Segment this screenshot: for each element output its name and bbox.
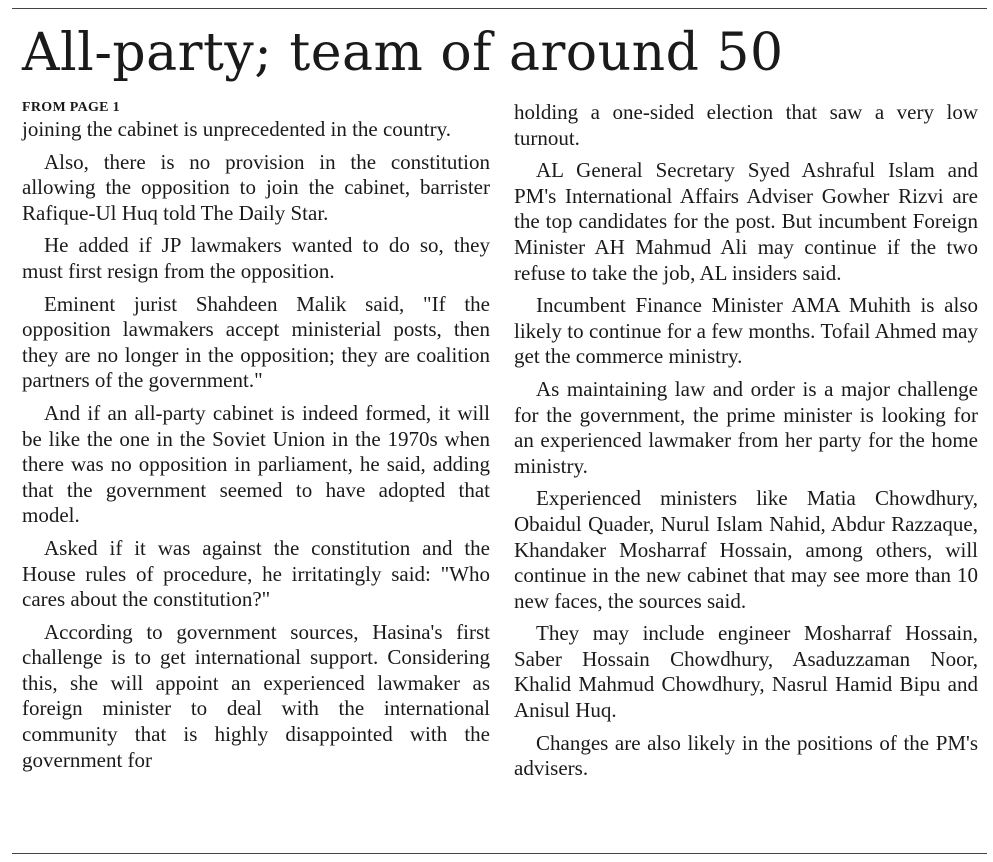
paragraph: Experienced ministers like Matia Chowdhury, Obaidul Quader, Nurul Islam Nahid, Abdur Razzaque, Khandaker Mosharraf Hossain, among others, will continue in the new cabinet that may see more than 10 new faces, the sources said. — [514, 486, 978, 613]
paragraph: joining the cabinet is unprecedented in the country. — [22, 117, 452, 141]
continued-from-label: FROM PAGE 1 — [22, 100, 120, 115]
paragraph: He added if JP lawmakers wanted to do so, they must first resign from the opposition. — [22, 233, 490, 283]
paragraph: And if an all-party cabinet is indeed formed, it will be like the one in the Soviet Union in the 1970s when there was no opposition in parliament, he said, adding that the government seemed to have adopted that model. — [22, 400, 490, 528]
paragraph: Changes are also likely in the positions of the PM's advisers. — [514, 730, 978, 781]
paragraph: AL General Secretary Syed Ashraful Islam and PM's International Affairs Adviser Gowher Rizvi are the top candidates for the post. But incumbent Foreign Minister AH Mahmud Ali may continue if the two refuse to take the job, AL insiders said. — [514, 158, 978, 285]
paragraph: Asked if it was against the constitution and the House rules of procedure, he irritatingly said: "Who cares about the constitution?" — [22, 535, 490, 612]
right-column — [514, 100, 978, 782]
paragraph: holding a one-sided election that saw a very low turnout. — [514, 100, 978, 150]
left-column — [22, 100, 490, 773]
headline: All-party; team of around 50 — [22, 23, 784, 83]
paragraph: According to government sources, Hasina's first challenge is to get international support. Considering this, she will appoint an experienced lawmaker as foreign minister to deal with the international community that is highly disappointed with the government for — [22, 619, 490, 772]
paragraph: Also, there is no provision in the constitution allowing the opposition to join the cabinet, barrister Rafique-Ul Huq told The Daily Star. — [22, 149, 490, 225]
paragraph: As maintaining law and order is a major challenge for the government, the prime minister is looking for an experienced lawmaker from her party for the home ministry. — [514, 376, 978, 478]
paragraph: Incumbent Finance Minister AMA Muhith is also likely to continue for a few months. Tofail Ahmed may get the commerce ministry. — [514, 293, 978, 369]
paragraph: Eminent jurist Shahdeen Malik said, "If the opposition lawmakers accept ministerial posts, then they are no longer in the opposition; they are coalition partners of the government." — [22, 291, 490, 393]
paragraph: They may include engineer Mosharraf Hossain, Saber Hossain Chowdhury, Asaduzzaman Noor, Khalid Mahmud Chowdhury, Nasrul Hamid Bipu and Anisul Huq. — [514, 621, 978, 723]
top-rule — [12, 8, 987, 9]
bottom-rule — [12, 853, 987, 854]
